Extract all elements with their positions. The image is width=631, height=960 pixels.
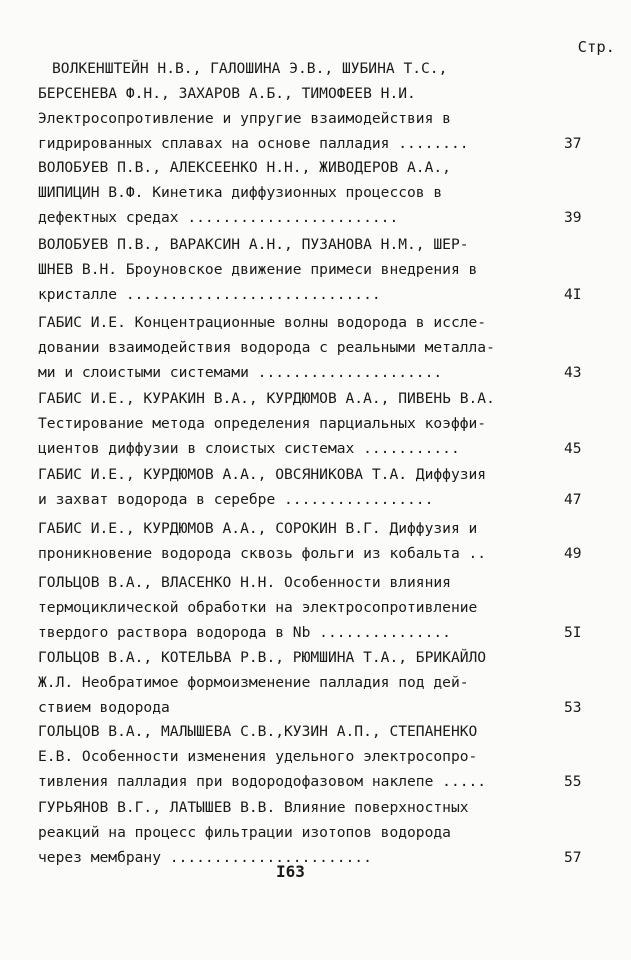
entry-line: Ж.Л. Необратимое формоизменение палладия под дей-: [38, 674, 469, 691]
entry-line: ВОЛОБУЕВ П.В., ВАРАКСИН А.Н., ПУЗАНОВА Н.М., ШЕР-: [38, 236, 469, 253]
entry-page-number: 5I: [564, 624, 582, 641]
entry-line: [38, 620, 598, 645]
entry-page-number: 49: [564, 545, 582, 562]
entry-line: [38, 541, 598, 566]
toc-entry: [38, 386, 598, 461]
entry-line: реакций на процесс фильтрации изотопов водорода: [38, 824, 451, 841]
entry-line-text: циентов диффузии в слоистых системах ...........: [38, 440, 460, 457]
page-column-header: Стр.: [577, 38, 615, 56]
entry-line-text: гидрированных сплавах на основе палладия ........: [38, 135, 469, 152]
toc-entry: [38, 310, 598, 385]
toc-entry: [38, 56, 598, 156]
entry-line: Е.В. Особенности изменения удельного электросопро-: [38, 748, 478, 765]
toc-entry: [38, 155, 598, 230]
entry-line-text: проникновение водорода сквозь фольги из кобальта ..: [38, 545, 487, 562]
entry-line: термоциклической обработки на электросопротивление: [38, 599, 478, 616]
entry-line: [38, 436, 598, 461]
entry-page-number: 57: [564, 849, 582, 866]
toc-entry: [38, 719, 598, 794]
entry-line: БЕРСЕНЕВА Ф.Н., ЗАХАРОВ А.Б., ТИМОФЕЕВ Н.И.: [38, 85, 416, 102]
toc-entry: [38, 462, 598, 512]
entry-page-number: 4I: [564, 286, 582, 303]
entry-line: Электросопротивление и упругие взаимодействия в: [38, 110, 451, 127]
toc-entry: [38, 795, 598, 870]
entry-line: ВОЛКЕНШТЕЙН Н.В., ГАЛОШИНА Э.В., ШУБИНА Т.С.,: [52, 60, 448, 77]
entry-line: [38, 360, 598, 385]
entry-page-number: 43: [564, 364, 582, 381]
entry-page-number: 45: [564, 440, 582, 457]
entry-line: ГОЛЬЦОВ В.А., МАЛЫШЕВА С.В.,КУЗИН А.П., СТЕПАНЕНКО: [38, 723, 478, 740]
entry-line-text: тивления палладия при водородофазовом наклепе .....: [38, 773, 487, 790]
entry-line-text: кристалле .............................: [38, 286, 381, 303]
entry-page-number: 53: [564, 699, 582, 716]
entry-line: [38, 845, 598, 870]
entry-line: Тестирование метода определения парциальных коэффи-: [38, 415, 487, 432]
entry-page-number: 47: [564, 491, 582, 508]
entry-line-text: ствием водорода: [38, 699, 170, 716]
entry-line: ВОЛОБУЕВ П.В., АЛЕКСЕЕНКО Н.Н., ЖИВОДЕРОВ А.А.,: [38, 159, 451, 176]
page-number-footer: I63: [276, 862, 305, 881]
entry-line: ГУРЬЯНОВ В.Г., ЛАТЫШЕВ В.В. Влияние поверхностных: [38, 799, 469, 816]
entry-line: ГАБИС И.Е. Концентрационные волны водорода в иссле-: [38, 314, 487, 331]
entry-line: [38, 695, 598, 720]
entry-page-number: 55: [564, 773, 582, 790]
entry-line: [38, 205, 598, 230]
entry-line-text: ми и слоистыми системами .....................: [38, 364, 443, 381]
entry-page-number: 37: [564, 135, 582, 152]
entry-line: ГОЛЬЦОВ В.А., КОТЕЛЬВА Р.В., РЮМШИНА Т.А., БРИКАЙЛО: [38, 649, 487, 666]
entry-line: [38, 131, 598, 156]
entry-line: ШИПИЦИН В.Ф. Кинетика диффузионных процессов в: [38, 184, 443, 201]
toc-entry: [38, 645, 598, 720]
toc-entry: [38, 232, 598, 307]
toc-entry: [38, 570, 598, 645]
entry-line-text: и захват водорода в серебре .................: [38, 491, 434, 508]
entry-line: ГАБИС И.Е., КУРАКИН В.А., КУРДЮМОВ А.А., ПИВЕНЬ В.А.: [38, 390, 495, 407]
entry-line-text: через мембрану .......................: [38, 849, 372, 866]
entry-line: ГАБИС И.Е., КУРДЮМОВ А.А., ОВСЯНИКОВА Т.А. Диффузия: [38, 466, 487, 483]
entry-line: [38, 282, 598, 307]
entry-line: [38, 487, 598, 512]
entry-line: ГАБИС И.Е., КУРДЮМОВ А.А., СОРОКИН В.Г. Диффузия и: [38, 520, 478, 537]
entry-line: ГОЛЬЦОВ В.А., ВЛАСЕНКО Н.Н. Особенности влияния: [38, 574, 451, 591]
entry-line: [38, 769, 598, 794]
toc-entry: [38, 516, 598, 566]
entry-line: ШНЕВ В.Н. Броуновское движение примеси внедрения в: [38, 261, 478, 278]
entry-line-text: твердого раствора водорода в Nb ...............: [38, 624, 451, 641]
entry-page-number: 39: [564, 209, 582, 226]
entry-line-text: дефектных средах ........................: [38, 209, 399, 226]
entry-line: довании взаимодействия водорода с реальными металла-: [38, 339, 495, 356]
